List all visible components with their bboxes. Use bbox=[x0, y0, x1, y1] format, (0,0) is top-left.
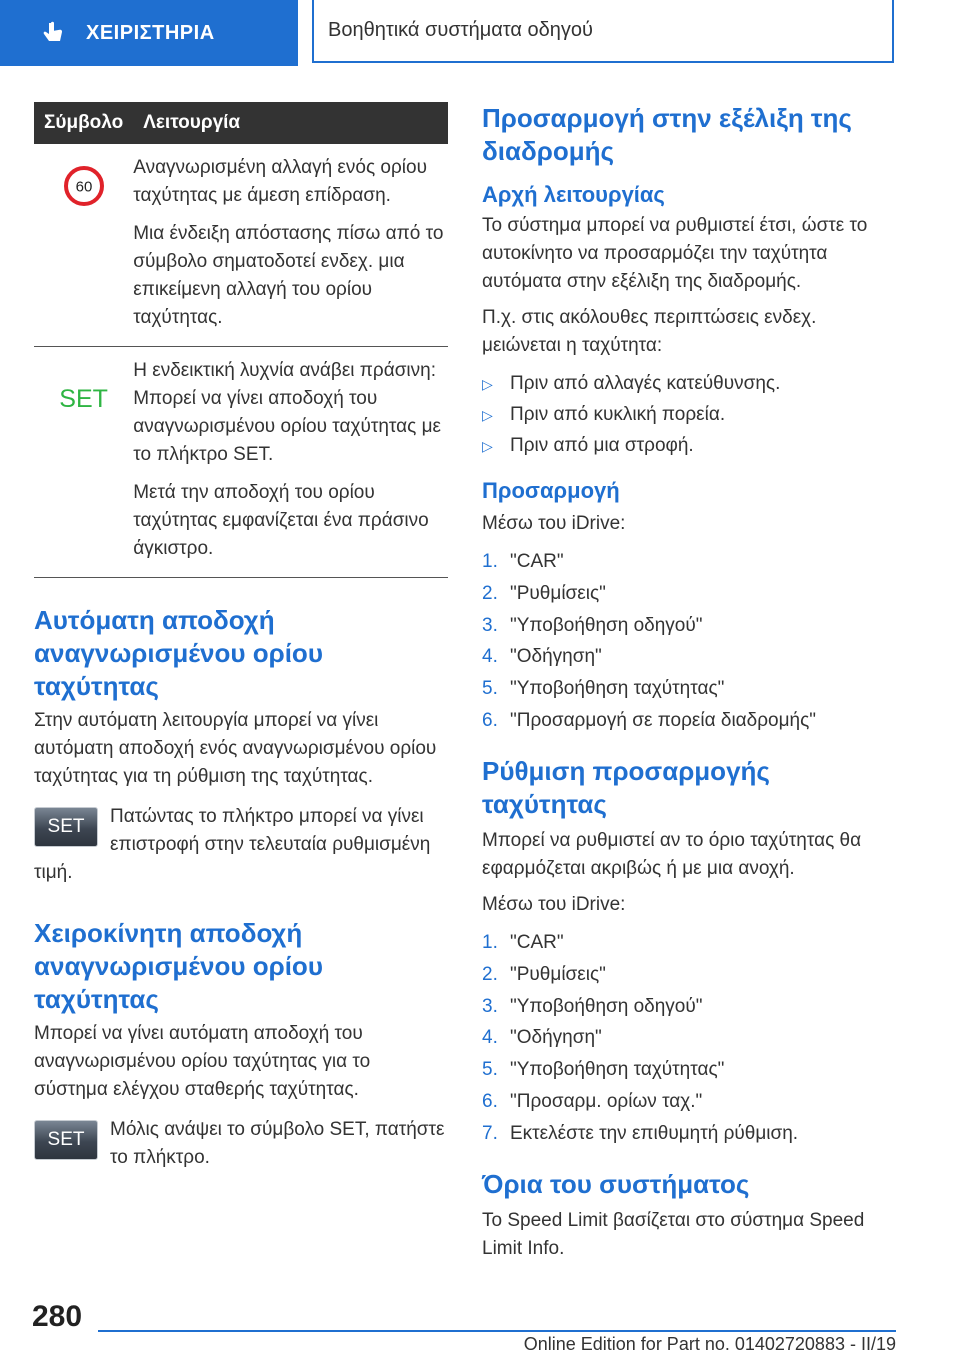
adapt-steps bbox=[482, 548, 896, 735]
tune-steps bbox=[482, 929, 896, 1148]
principle-body: Το σύστημα μπορεί να ρυθμιστεί έτσι, ώστε το αυτοκίνητο να προσαρμόζει την ταχύτητα αυτόματα στην εξέλιξη της διαδρομής. bbox=[482, 215, 868, 292]
step-item: 4. "Οδήγηση" bbox=[482, 646, 602, 668]
setting-heading: Προσαρμογή bbox=[482, 478, 620, 503]
bullet-triangle-icon: ▷ bbox=[482, 407, 493, 423]
auto-set-instruction bbox=[34, 803, 448, 887]
step-item: 6. "Προσαρμογή σε πορεία διαδρομής" bbox=[482, 709, 817, 731]
set-button-icon: SET bbox=[34, 1120, 98, 1160]
step-item: 4. "Οδήγηση" bbox=[482, 1027, 602, 1049]
step-item: 1. "CAR" bbox=[482, 551, 564, 572]
function-cell bbox=[133, 144, 448, 347]
list-item: ▷ Πριν από αλλαγές κατεύθυνσης. bbox=[482, 370, 896, 398]
step-item: 5. "Υποβοήθηση ταχύτητας" bbox=[482, 678, 725, 700]
left-column bbox=[34, 102, 448, 1172]
step-item: 6. "Προσαρμ. ορίων ταχ." bbox=[482, 1090, 703, 1112]
symbol-cell bbox=[34, 347, 133, 578]
set-button-icon: SET bbox=[34, 807, 98, 847]
speed-limit-sign-icon bbox=[64, 166, 104, 206]
page-number: 280 bbox=[32, 1300, 83, 1333]
hand-pointer-icon bbox=[40, 20, 66, 46]
bullet-triangle-icon: ▷ bbox=[482, 438, 493, 454]
function-cell bbox=[133, 347, 448, 578]
auto-accept-body: Στην αυτόματη λειτουργία μπορεί να γίνει αυτόματη αποδοχή ενός αναγνωρισμένου ορίου ταχύτητας για τη ρύθμιση της ταχύτητας. bbox=[34, 710, 437, 787]
function-text: Αναγνωρισμένη αλλαγή ενός ορίου ταχύτητας με άμεση επίδραση. bbox=[133, 157, 427, 206]
speed-adapt-heading: Ρύθμιση προσαρμογής ταχύτητας bbox=[482, 755, 770, 819]
symbol-cell bbox=[34, 144, 133, 347]
step-item: 5. "Υποβοήθηση ταχύτητας" bbox=[482, 1059, 725, 1081]
col-symbol-header: Σύμβολο bbox=[34, 102, 133, 144]
step-item: 3. "Υποβοήθηση οδηγού" bbox=[482, 614, 703, 636]
symbol-table bbox=[34, 102, 448, 578]
list-item: ▷ Πριν από κυκλική πορεία. bbox=[482, 401, 896, 429]
idrive-intro: Μέσω του iDrive: bbox=[482, 513, 626, 534]
function-text: Μετά την αποδοχή του ορίου ταχύτητας εμφανίζεται ένα πράσινο άγκιστρο. bbox=[133, 482, 429, 559]
manual-accept-heading: Χειροκίνητη αποδοχή αναγνωρισμένου ορίου ταχύτητας bbox=[34, 918, 323, 1014]
idrive-intro: Μέσω του iDrive: bbox=[482, 893, 626, 915]
auto-set-text: Πατώντας το πλήκτρο μπορεί να γίνει επιστροφή στην τελευταία ρυθμισμένη τιμή. bbox=[34, 806, 431, 883]
function-text: Μια ένδειξη απόστασης πίσω από το σύμβολο σηματοδοτεί ενδεχ. μια επικείμενη αλλαγή του ορίου ταχύτητας. bbox=[133, 223, 444, 328]
system-limits-body: Το Speed Limit βασίζεται στο σύστημα Speed Limit Info. bbox=[482, 1209, 865, 1259]
manual-set-text: Μόλις ανάψει το σύμβολο SET, πατήστε το πλήκτρο. bbox=[110, 1119, 445, 1168]
list-item: ▷ Πριν από μια στροφή. bbox=[482, 432, 896, 460]
section-title: Βοηθητικά συστήματα οδηγού bbox=[312, 0, 894, 63]
manual-set-instruction bbox=[34, 1116, 448, 1172]
step-item: 2. "Ρυθμίσεις" bbox=[482, 582, 606, 604]
condition-list bbox=[482, 370, 896, 460]
chapter-label: ΧΕΙΡΙΣΤΗΡΙΑ bbox=[86, 21, 215, 44]
example-body: Π.χ. στις ακόλουθες περιπτώσεις ενδεχ. μειώνεται η ταχύτητα: bbox=[482, 307, 817, 356]
right-column bbox=[482, 102, 896, 1263]
col-function-header: Λειτουργία bbox=[133, 102, 448, 144]
step-item: 1. "CAR" bbox=[482, 931, 564, 953]
principle-heading: Αρχή λειτουργίας bbox=[482, 182, 665, 207]
function-text: Η ενδεικτική λυχνία ανάβει πράσινη: Μπορεί να γίνει αποδοχή του αναγνωρισμένου ορίου ταχύτητας με το πλήκτρο SET. bbox=[133, 360, 442, 465]
chapter-tab[interactable] bbox=[0, 0, 298, 66]
table-row bbox=[34, 144, 448, 347]
set-indicator-icon: SET bbox=[59, 385, 108, 413]
speed-adapt-body: Μπορεί να ρυθμιστεί αν το όριο ταχύτητας θα εφαρμόζεται ακριβώς ή με μια ανοχή. bbox=[482, 829, 862, 879]
bullet-triangle-icon: ▷ bbox=[482, 376, 493, 392]
edition-note: Online Edition for Part no. 01402720883 - II/19 bbox=[523, 1334, 896, 1354]
auto-accept-heading: Αυτόματη αποδοχή αναγνωρισμένου ορίου ταχύτητας bbox=[34, 605, 323, 701]
step-item: 2. "Ρυθμίσεις" bbox=[482, 963, 606, 985]
system-limits-heading: Όρια του συστήματος bbox=[482, 1168, 750, 1199]
manual-accept-body: Μπορεί να γίνει αυτόματη αποδοχή του αναγνωρισμένου ορίου ταχύτητας για το σύστημα ελέγχου σταθερής ταχύτητας. bbox=[34, 1023, 371, 1100]
step-item: 3. "Υποβοήθηση οδηγού" bbox=[482, 995, 703, 1017]
table-row bbox=[34, 347, 448, 578]
speed-limit-value: 60 bbox=[75, 178, 92, 196]
route-adapt-heading: Προσαρμογή στην εξέλιξη της διαδρομής bbox=[482, 103, 852, 166]
footer-divider bbox=[98, 1330, 896, 1332]
step-item: 7. Εκτελέστε την επιθυμητή ρύθμιση. bbox=[482, 1122, 799, 1144]
